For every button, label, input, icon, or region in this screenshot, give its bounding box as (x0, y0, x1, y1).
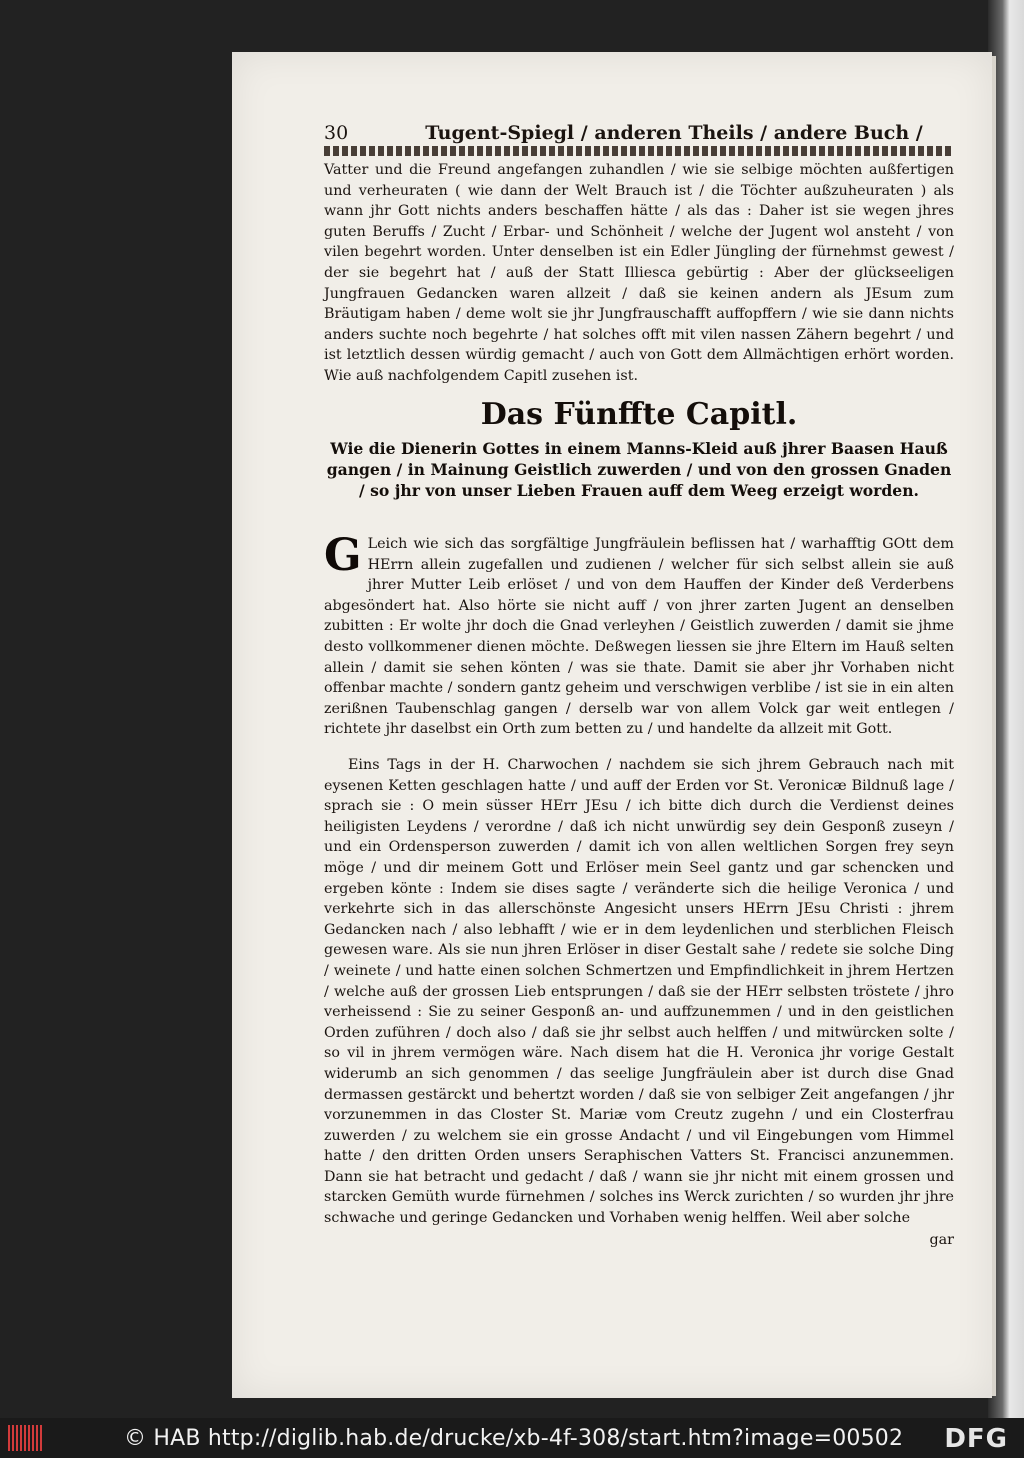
catchword: gar (929, 1232, 954, 1248)
viewer-footer (0, 1418, 1024, 1458)
source-link[interactable]: © HAB http://diglib.hab.de/drucke/xb-4f-308/start.htm?image=00502 (124, 1425, 904, 1451)
page-header (324, 120, 954, 144)
chapter-subtitle: Wie die Dienerin Gottes in einem Manns-Kleid auß jhrer Baasen Hauß gangen / in Mainung Geistlich zuwerden / und von den grossen Gnaden / so jhr von unser Lieben Frauen auff dem Weeg erzeigt worden. (326, 439, 952, 500)
page-number: 30 (324, 122, 349, 144)
paragraph-2 (324, 755, 954, 1229)
dfg-logo: DFG (944, 1424, 1008, 1454)
paragraph-2-text: Eins Tags in der H. Charwochen / nachdem sie sich jhrem Gebrauch nach mit eysenen Ketten geschlagen hatte / und auff der Erden vor St. Veronicæ Bildnuß lage / sprach sie : O mein süsser HErr JEsu / ich bitte dich durch die Verdienst deines heiligisten Leydens / verordne / daß ich nicht unwürdig sey dein Gesponß zuseyn / und ein Ordensperson zuwerden / damit ich von allen weltlichen Sorgen frey seyn möge / und dir meinem Gott und Erlöser mein Seel gantz und gar schencken und ergeben könte : Indem sie dises sagte / veränderte sich die heilige Veronica / und verkehrte sich in das allerschönste Angesicht unsers HErrn JEsu Christi : jhrem Gedancken nach / also lebhafft / wie er in dem leydenlichen und sterblichen Fleisch gewesen ware. Als sie nun jhren Erlöser in diser Gestalt sahe / redete sie solche Ding / weinete / und hatte einen solchen Schmertzen und Empfindlichkeit in jhrem Hertzen / welche auß der grossen Lieb entsprungen / daß sie der HErr selbsten tröstete / jhro verheissend : Sie zu seiner Gesponß an- und auffzunemmen / und in den geistlichen Orden zuführen / doch also / daß sie jhr selbst auch helffen / und mitwürcken solte / so vil in jhrem vermögen wäre. Nach disem hat die H. Veronica jhr vorige Gestalt widerumb an sich genommen / das seelige Jungfräulein aber ist durch dise Gnad dermassen gestärckt und behertzt worden / daß sie von selbiger Zeit angefangen / jhr vorzunemmen in das Closter St. Mariæ vom Creutz zugehn / und ein Closterfrau zuwerden / zu welchem sie ein grosse Andacht / und vil Eingebungen vom Himmel hatte / den dritten Orden unsers Seraphischen Vatters St. Francisci anzunemmen. Dann sie hat betracht und gedacht / daß / wann sie jhr nicht mit einem grossen und starcken Gemüth wurde fürnehmen / solches ins Werck zurichten / so wurden jhr jhre schwache und geringe Gedancken und Vorhaben wenig helffen. Weil aber solche (324, 757, 954, 1227)
chapter-title: Das Fünffte Capitl. (480, 397, 798, 432)
paragraph-1-text: Leich wie sich das sorgfältige Jungfräulein beflissen hat / warhafftig GOtt dem HErrn allein zugefallen und zudienen / welcher für sich selbst allein sie auß jhrer Mutter Leib erlöset / und von dem Hauffen der Kinder deß Verderbens abgesöndert hat. Also hörte sie nicht auff / von jhrer zarten Jugent an denselben zubitten : Er wolte jhr doch die Gnad verleyhen / Geistlich zuwerden / damit sie jhme desto vollkommener dienen möchte. Deßwegen liessen sie jhre Eltern im Hauß selten allein / damit sie sehen könten / was sie thate. Damit sie aber jhr Vorhaben nicht offenbar machte / sondern gantz geheim und verschwigen verblibe / ist sie in ein alten zerißnen Taubenschlag gangen / derselb war von allem Volck gar weit entlegen / richtete jhr daselbst ein Orth zum betten zu / und handelte da allzeit mit Gott. (324, 536, 954, 738)
document-page (232, 52, 992, 1398)
intro-paragraph: Vatter und die Freund angefangen zuhandlen / wie sie selbige möchten außfertigen und verheuraten ( wie dann der Welt Brauch ist / die Töchter außzuheuraten ) als wann jhr Gott nichts anders beschaffen hätte / als das : Daher ist sie wegen jhres guten Beruffs / Zucht / Erbar- und Schönheit / welche der Jugent wol ansteht / von vilen begehrt worden. Unter denselben ist ein Edler Jüngling der fürnehmst gewest / der sie begehrt hat / auß der Statt Illiesca gebürtig : Aber der glückseeligen Jungfrauen Gedancken waren allzeit / daß sie keinen andern als JEsum zum Bräutigam haben / deme wolt sie jhr Jungfrauschafft auffopffern / wie sie dann nichts anders suchte noch begehrte / hat solches offt mit vilen nassen Zähern begehrt / und ist letztlich dessen würdig gemacht / auch von Gott dem Allmächtigen erhört worden. Wie auß nachfolgendem Capitl zusehen ist. (324, 162, 954, 384)
barcode-icon (8, 1425, 44, 1451)
paragraph-1 (324, 530, 954, 740)
ornament-rule (324, 146, 954, 156)
drop-cap: G (324, 530, 362, 581)
running-title: Tugent-Spiegl / anderen Theils / andere Buch / (425, 122, 923, 144)
intro-text (324, 160, 954, 387)
